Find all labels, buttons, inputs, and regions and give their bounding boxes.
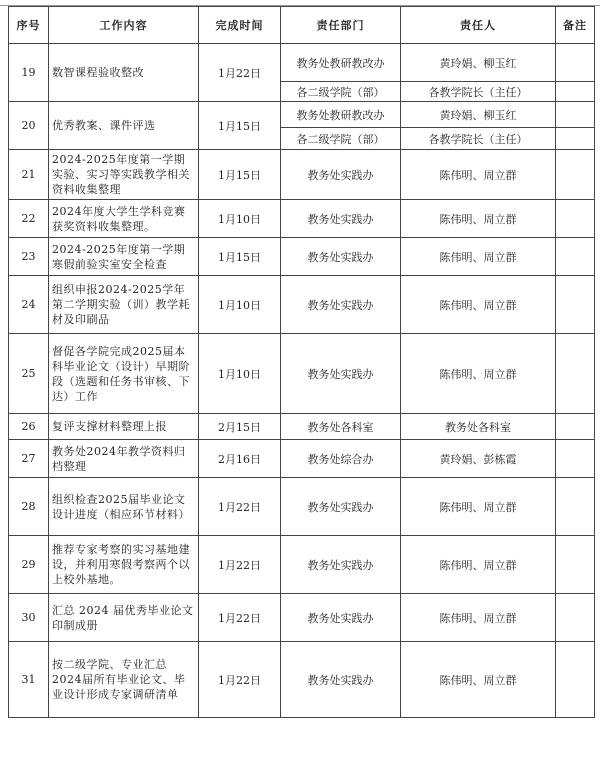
cell-note: [556, 536, 595, 594]
cell-content: 推荐专家考察的实习基地建设，并利用寒假考察两个以上校外基地。: [49, 536, 199, 594]
work-plan-table: [8, 6, 595, 718]
cell-content: 2024-2025年度第一学期寒假前验实室安全检查: [49, 238, 199, 276]
table-row: [9, 200, 595, 238]
table-row: [9, 414, 595, 440]
cell-content: 优秀教案、课件评选: [49, 102, 199, 150]
cell-content: 按二级学院、专业汇总2024届所有毕业论文、毕业设计形成专家调研清单: [49, 642, 199, 718]
cell-dept: 教务处教研教改办: [281, 44, 401, 82]
cell-time: 1月22日: [199, 642, 281, 718]
cell-time: 1月15日: [199, 150, 281, 200]
table-row: [9, 536, 595, 594]
cell-person: 黄玲娟、柳玉红: [401, 44, 556, 82]
cell-seq: 30: [9, 594, 49, 642]
cell-person: 陈伟明、周立群: [401, 594, 556, 642]
cell-dept: 教务处实践办: [281, 642, 401, 718]
cell-seq: 19: [9, 44, 49, 102]
cell-seq: 29: [9, 536, 49, 594]
header-content: 工作内容: [49, 7, 199, 44]
header-row: [9, 7, 595, 44]
cell-note: [556, 128, 595, 150]
cell-person: 各教学院长（主任）: [401, 128, 556, 150]
cell-person: 各教学院长（主任）: [401, 82, 556, 102]
table-row: [9, 238, 595, 276]
cell-dept: 教务处综合办: [281, 440, 401, 478]
table-row: [9, 642, 595, 718]
cell-person: 陈伟明、周立群: [401, 334, 556, 414]
cell-seq: 22: [9, 200, 49, 238]
cell-content: 督促各学院完成2025届本科毕业论文（设计）早期阶段（选题和任务书审核、下达）工作: [49, 334, 199, 414]
cell-dept: 各二级学院（部）: [281, 128, 401, 150]
cell-content: 2024年度大学生学科竞赛获奖资料收集整理。: [49, 200, 199, 238]
cell-dept: 教务处各科室: [281, 414, 401, 440]
cell-time: 1月15日: [199, 102, 281, 150]
cell-dept: 教务处实践办: [281, 334, 401, 414]
cell-content: 2024-2025年度第一学期实验、实习等实践教学相关资料收集整理: [49, 150, 199, 200]
header-note: 备注: [556, 7, 595, 44]
cell-time: 1月10日: [199, 334, 281, 414]
cell-dept: 各二级学院（部）: [281, 82, 401, 102]
cell-note: [556, 150, 595, 200]
cell-seq: 28: [9, 478, 49, 536]
cell-time: 1月10日: [199, 200, 281, 238]
cell-time: 1月10日: [199, 276, 281, 334]
table-row: [9, 44, 595, 82]
cell-note: [556, 440, 595, 478]
cell-content: 教务处2024年教学资料归档整理: [49, 440, 199, 478]
cell-person: 黄玲娟、彭栋霞: [401, 440, 556, 478]
header-seq: 序号: [9, 7, 49, 44]
cell-dept: 教务处实践办: [281, 276, 401, 334]
cell-seq: 26: [9, 414, 49, 440]
cell-person: 陈伟明、周立群: [401, 536, 556, 594]
cell-content: 汇总 2024 届优秀毕业论文印制成册: [49, 594, 199, 642]
cell-person: 陈伟明、周立群: [401, 642, 556, 718]
cell-seq: 25: [9, 334, 49, 414]
cell-note: [556, 44, 595, 82]
cell-content: 组织检查2025届毕业论文设计进度（相应环节材料）: [49, 478, 199, 536]
cell-content: 数智课程验收整改: [49, 44, 199, 102]
cell-dept: 教务处实践办: [281, 150, 401, 200]
cell-dept: 教务处实践办: [281, 238, 401, 276]
cell-seq: 20: [9, 102, 49, 150]
cell-person: 陈伟明、周立群: [401, 276, 556, 334]
cell-note: [556, 276, 595, 334]
cell-note: [556, 478, 595, 536]
header-dept: 责任部门: [281, 7, 401, 44]
cell-seq: 24: [9, 276, 49, 334]
cell-note: [556, 200, 595, 238]
cell-time: 1月22日: [199, 594, 281, 642]
cell-seq: 23: [9, 238, 49, 276]
table-row: [9, 440, 595, 478]
cell-content: 复评支撑材料整理上报: [49, 414, 199, 440]
cell-note: [556, 414, 595, 440]
cell-dept: 教务处实践办: [281, 200, 401, 238]
table-row: [9, 276, 595, 334]
cell-seq: 31: [9, 642, 49, 718]
table-row: [9, 334, 595, 414]
cell-time: 1月15日: [199, 238, 281, 276]
cell-seq: 21: [9, 150, 49, 200]
table-row: [9, 478, 595, 536]
table-row: [9, 150, 595, 200]
cell-content: 组织申报2024-2025学年第二学期实验（训）教学耗材及印刷品: [49, 276, 199, 334]
cell-person: 教务处各科室: [401, 414, 556, 440]
cell-note: [556, 642, 595, 718]
cell-time: 1月22日: [199, 536, 281, 594]
cell-person: 黄玲娟、柳玉红: [401, 102, 556, 128]
cell-note: [556, 238, 595, 276]
cell-dept: 教务处教研教改办: [281, 102, 401, 128]
cell-seq: 27: [9, 440, 49, 478]
cell-time: 1月22日: [199, 44, 281, 102]
cell-dept: 教务处实践办: [281, 594, 401, 642]
cell-note: [556, 82, 595, 102]
header-time: 完成时间: [199, 7, 281, 44]
cell-person: 陈伟明、周立群: [401, 238, 556, 276]
cell-person: 陈伟明、周立群: [401, 200, 556, 238]
cell-person: 陈伟明、周立群: [401, 150, 556, 200]
table-row: [9, 594, 595, 642]
cell-note: [556, 102, 595, 128]
cell-time: 2月16日: [199, 440, 281, 478]
cell-note: [556, 334, 595, 414]
cell-note: [556, 594, 595, 642]
header-person: 责任人: [401, 7, 556, 44]
cell-dept: 教务处实践办: [281, 536, 401, 594]
cell-time: 1月22日: [199, 478, 281, 536]
table-row: [9, 102, 595, 128]
cell-time: 2月15日: [199, 414, 281, 440]
cell-dept: 教务处实践办: [281, 478, 401, 536]
cell-person: 陈伟明、周立群: [401, 478, 556, 536]
